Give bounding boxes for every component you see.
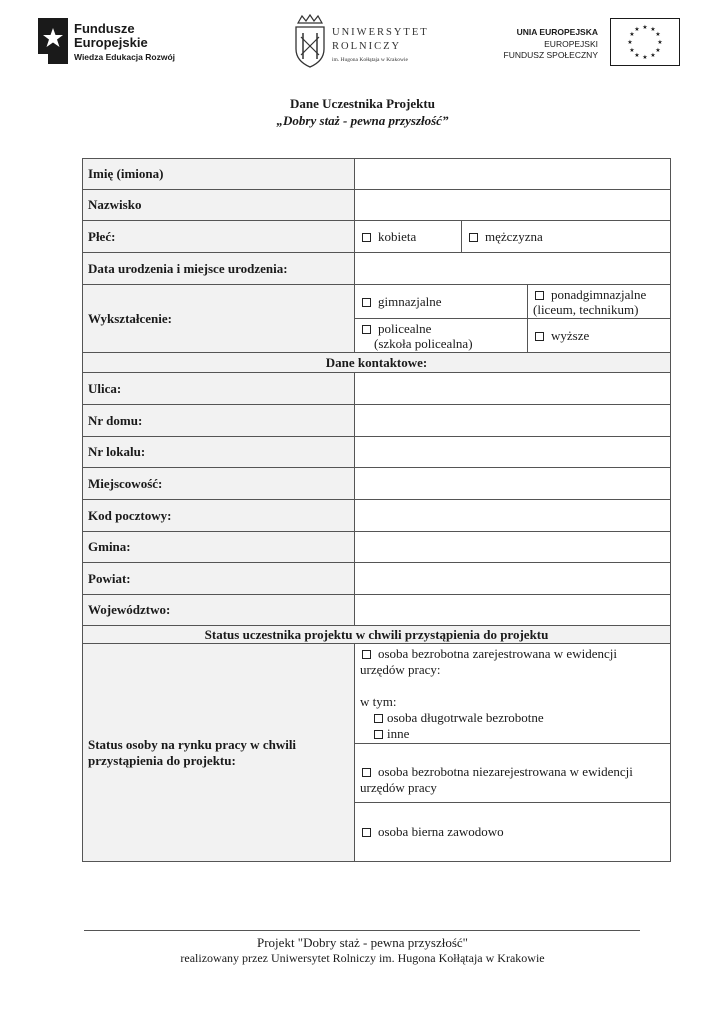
data-urodzenia-field[interactable] (355, 253, 671, 285)
status-bierna-option[interactable] (355, 803, 671, 862)
fe-line1: Fundusze (74, 21, 135, 36)
svg-text:★: ★ (634, 26, 640, 33)
svg-text:★: ★ (634, 52, 640, 59)
eu-flag-icon (610, 18, 680, 66)
university-crest-icon (292, 13, 328, 69)
footer-realized-by: realizowany przez Uniwersytet Rolniczy im. Hugona Kołłątaja w Krakowie (180, 951, 545, 965)
dlugotrwale-label: osoba długotrwale bezrobotne (387, 709, 544, 725)
plec-kobieta-label: kobieta (378, 228, 417, 244)
miejscowosc-field[interactable] (355, 468, 671, 500)
w-tym-label: w tym: (360, 693, 397, 709)
svg-text:★: ★ (642, 54, 648, 61)
status-label: Status osoby na rynku pracy w chwili przystąpienia do projektu: (83, 644, 355, 862)
fundusze-europejskie-logo (36, 16, 186, 66)
wojewodztwo-field[interactable] (355, 595, 671, 626)
wyksztalcenie-label: Wykształcenie: (83, 285, 355, 353)
imie-label: Imię (imiona) (83, 159, 355, 190)
data-urodzenia-label: Data urodzenia i miejsce urodzenia: (83, 253, 355, 285)
nr-lokalu-label: Nr lokalu: (83, 437, 355, 468)
wyksztalcenie-policealne-option[interactable] (355, 319, 528, 353)
powiat-field[interactable] (355, 563, 671, 595)
nazwisko-field[interactable] (355, 190, 671, 221)
ponadgimnazjalne-sublabel: (liceum, technikum) (533, 301, 639, 317)
checkbox-icon[interactable] (362, 650, 371, 659)
gimnazjalne-label: gimnazjalne (378, 293, 442, 309)
status-zarejestrowana-option[interactable] (355, 644, 671, 744)
plec-label: Płeć: (83, 221, 355, 253)
nazwisko-label: Nazwisko (83, 190, 355, 221)
uniwersytet-rolniczy-logo (292, 13, 442, 69)
checkbox-icon[interactable] (374, 714, 383, 723)
policealne-label: policealne (378, 321, 432, 336)
plec-mezczyzna-option[interactable] (462, 221, 671, 253)
ponadgimnazjalne-label: ponadgimnazjalne (551, 286, 647, 302)
checkbox-icon[interactable] (362, 828, 371, 837)
fe-star-icon (36, 16, 70, 66)
nr-lokalu-field[interactable] (355, 437, 671, 468)
wyksztalcenie-wyzsze-option[interactable] (528, 319, 671, 353)
fe-line3: Wiedza Edukacja Rozwój (74, 52, 175, 62)
unia-europejska-logo (500, 18, 680, 68)
svg-text:★: ★ (655, 47, 661, 54)
checkbox-icon[interactable] (374, 730, 383, 739)
dane-kontaktowe-header: Dane kontaktowe: (83, 353, 671, 373)
checkbox-icon[interactable] (469, 233, 478, 242)
wojewodztwo-label: Województwo: (83, 595, 355, 626)
svg-text:★: ★ (657, 39, 663, 46)
wyksztalcenie-gimnazjalne-option[interactable] (355, 285, 528, 319)
svg-text:★: ★ (627, 39, 633, 46)
svg-text:★: ★ (629, 31, 635, 38)
checkbox-icon[interactable] (362, 768, 371, 777)
svg-text:★: ★ (642, 24, 648, 31)
ur-line2: ROLNICZY (332, 41, 402, 52)
policealne-sublabel: (szkoła policealna) (374, 336, 473, 351)
kod-pocztowy-field[interactable] (355, 500, 671, 532)
nr-domu-label: Nr domu: (83, 405, 355, 437)
niezarejestrowana-label: osoba bezrobotna niezarejestrowana w ewidencji (378, 764, 633, 779)
miejscowosc-label: Miejscowość: (83, 468, 355, 500)
svg-text:★: ★ (650, 52, 656, 59)
nr-domu-field[interactable] (355, 405, 671, 437)
gmina-label: Gmina: (83, 532, 355, 563)
status-header: Status uczestnika projektu w chwili przystąpienia do projektu (83, 626, 671, 644)
gmina-field[interactable] (355, 532, 671, 563)
bierna-label: osoba bierna zawodowo (378, 824, 504, 839)
ulica-field[interactable] (355, 373, 671, 405)
checkbox-icon[interactable] (362, 298, 371, 307)
plec-mezczyzna-label: mężczyzna (485, 228, 543, 244)
checkbox-icon[interactable] (535, 291, 544, 300)
svg-text:★: ★ (629, 47, 635, 54)
ur-line1: UNIWERSYTET (332, 27, 429, 38)
imie-field[interactable] (355, 159, 671, 190)
checkbox-icon[interactable] (362, 325, 371, 334)
checkbox-icon[interactable] (535, 332, 544, 341)
participant-form (82, 158, 671, 862)
status-niezarejestrowana-option[interactable] (355, 744, 671, 803)
ur-line3: im. Hugona Kołłątaja w Krakowie (332, 57, 408, 63)
wyksztalcenie-ponadgimnazjalne-option[interactable] (528, 285, 671, 319)
plec-kobieta-option[interactable] (355, 221, 462, 253)
wyzsze-label: wyższe (551, 327, 590, 343)
project-name: „Dobry staż - pewna przyszłość” (276, 113, 449, 128)
zarejestrowana-label-cont: urzędów pracy: (360, 661, 441, 677)
powiat-label: Powiat: (83, 563, 355, 595)
document-title: Dane Uczestnika Projektu (290, 96, 435, 111)
ulica-label: Ulica: (83, 373, 355, 405)
ue-line3: FUNDUSZ SPOŁECZNY (503, 50, 598, 60)
inne-label: inne (387, 725, 410, 741)
ue-line1: UNIA EUROPEJSKA (516, 27, 598, 37)
fe-line2: Europejskie (74, 35, 148, 50)
footer-divider (84, 930, 640, 931)
checkbox-icon[interactable] (362, 233, 371, 242)
footer-project: Projekt "Dobry staż - pewna przyszłość" (257, 935, 468, 950)
ue-line2: EUROPEJSKI (544, 39, 598, 49)
svg-text:★: ★ (650, 26, 656, 33)
niezarejestrowana-label-cont: urzędów pracy (360, 780, 437, 795)
svg-text:★: ★ (655, 31, 661, 38)
zarejestrowana-label: osoba bezrobotna zarejestrowana w ewidencji (378, 645, 617, 661)
kod-pocztowy-label: Kod pocztowy: (83, 500, 355, 532)
